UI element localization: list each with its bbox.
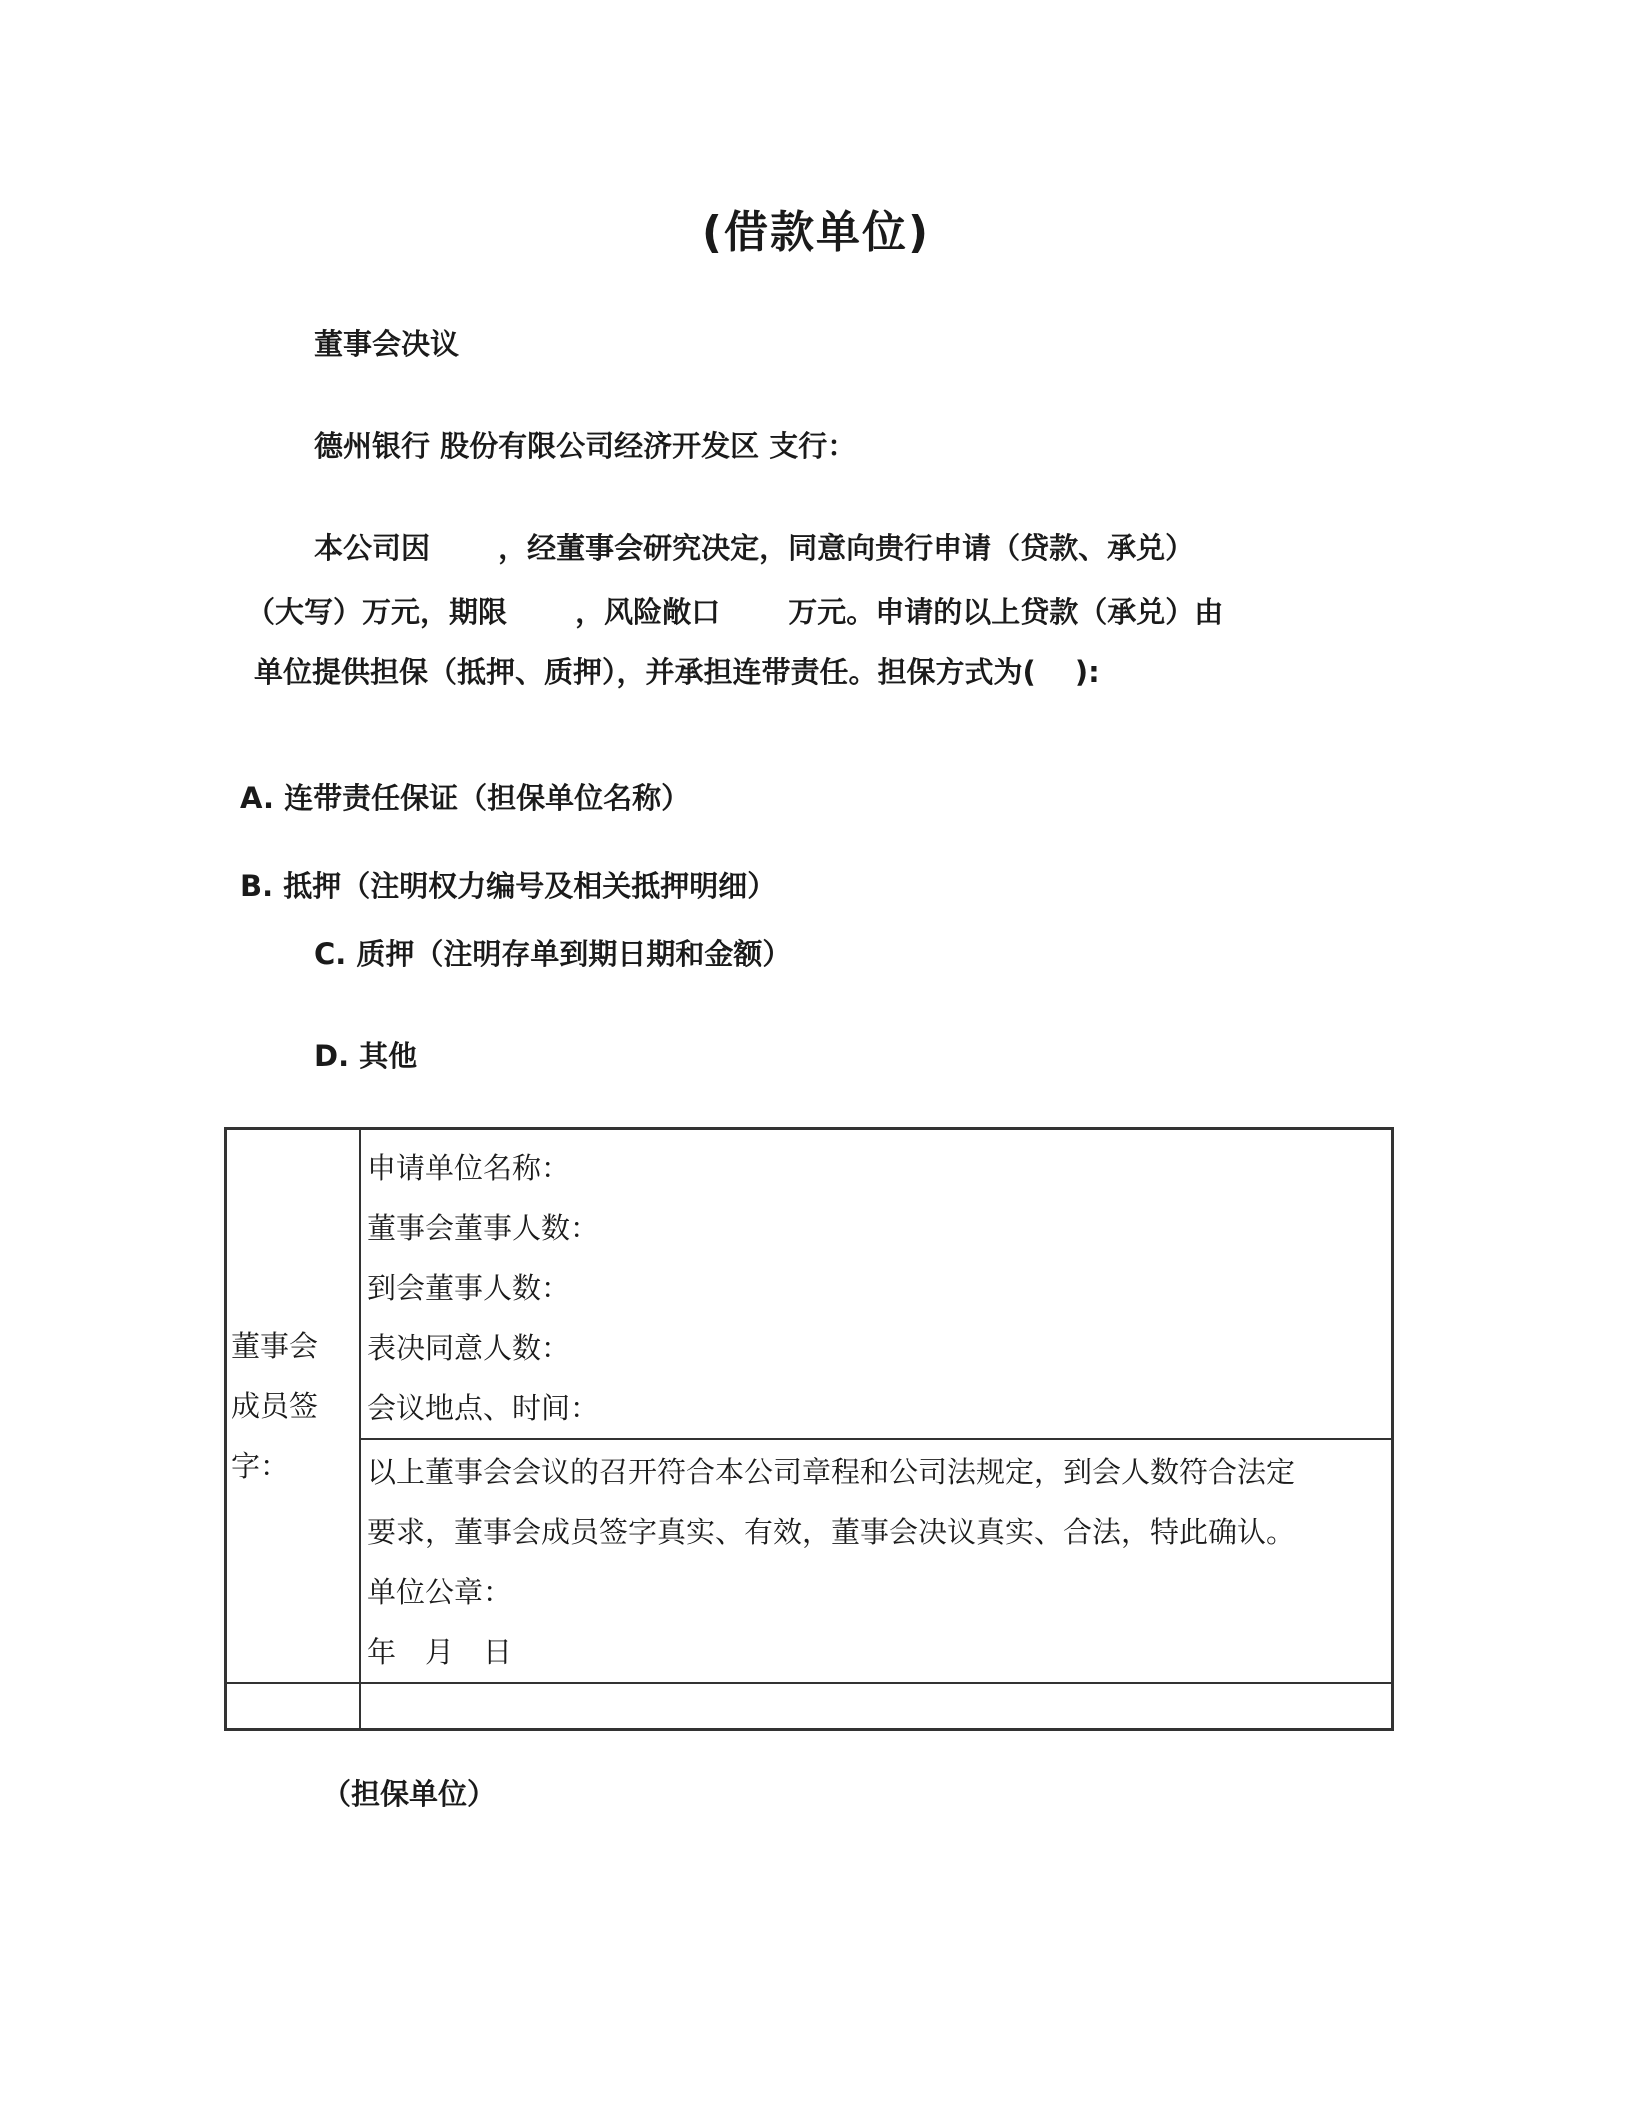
body-line-2: （大写）万元，期限 ，风险敞口 万元。申请的以上贷款（承兑）由 (246, 595, 1224, 629)
label-line: 字： (231, 1449, 290, 1483)
approval-count-field: 表决同意人数： (367, 1331, 571, 1365)
confirmation-cell[interactable] (360, 1439, 1393, 1683)
table-row (226, 1129, 1393, 1440)
attending-director-count-field: 到会董事人数： (367, 1271, 571, 1305)
body-line-3: 单位提供担保（抵押、质押），并承担连带责任。担保方式为( ): (254, 655, 1100, 689)
meeting-info-cell[interactable] (360, 1129, 1393, 1440)
board-signature-label-cell (226, 1129, 361, 1684)
resolution-heading: 董事会决议 (314, 327, 460, 361)
option-a: A. 连带责任保证（担保单位名称） (240, 781, 691, 815)
label-line: 董事会 (231, 1329, 319, 1363)
applicant-name-field: 申请单位名称： (367, 1151, 571, 1185)
body-line-1: 本公司因 ，经董事会研究决定，同意向贵行申请（贷款、承兑） (314, 531, 1195, 565)
table-row (226, 1683, 1393, 1730)
director-count-field: 董事会董事人数： (367, 1211, 600, 1245)
date-field: 年 月 日 (367, 1635, 513, 1669)
confirmation-text-line: 要求，董事会成员签字真实、有效，董事会决议真实、合法，特此确认。 (367, 1515, 1296, 1549)
empty-cell[interactable] (226, 1683, 361, 1730)
meeting-place-time-field: 会议地点、时间： (367, 1391, 600, 1425)
option-c: C. 质押（注明存单到期日期和金额） (314, 937, 792, 971)
option-b: B. 抵押（注明权力编号及相关抵押明细） (240, 869, 777, 903)
label-line: 成员签 (231, 1389, 319, 1423)
document-title: (借款单位) (701, 207, 931, 258)
signature-table (224, 1127, 1394, 1731)
empty-cell[interactable] (360, 1683, 1393, 1730)
guarantor-heading: （担保单位） (322, 1777, 497, 1811)
option-d: D. 其他 (314, 1039, 418, 1073)
company-seal-field: 单位公章： (367, 1575, 513, 1609)
addressee-line: 德州银行 股份有限公司经济开发区 支行： (314, 429, 857, 463)
confirmation-text-line: 以上董事会会议的召开符合本公司章程和公司法规定，到会人数符合法定 (367, 1455, 1296, 1489)
table-row (226, 1439, 1393, 1683)
